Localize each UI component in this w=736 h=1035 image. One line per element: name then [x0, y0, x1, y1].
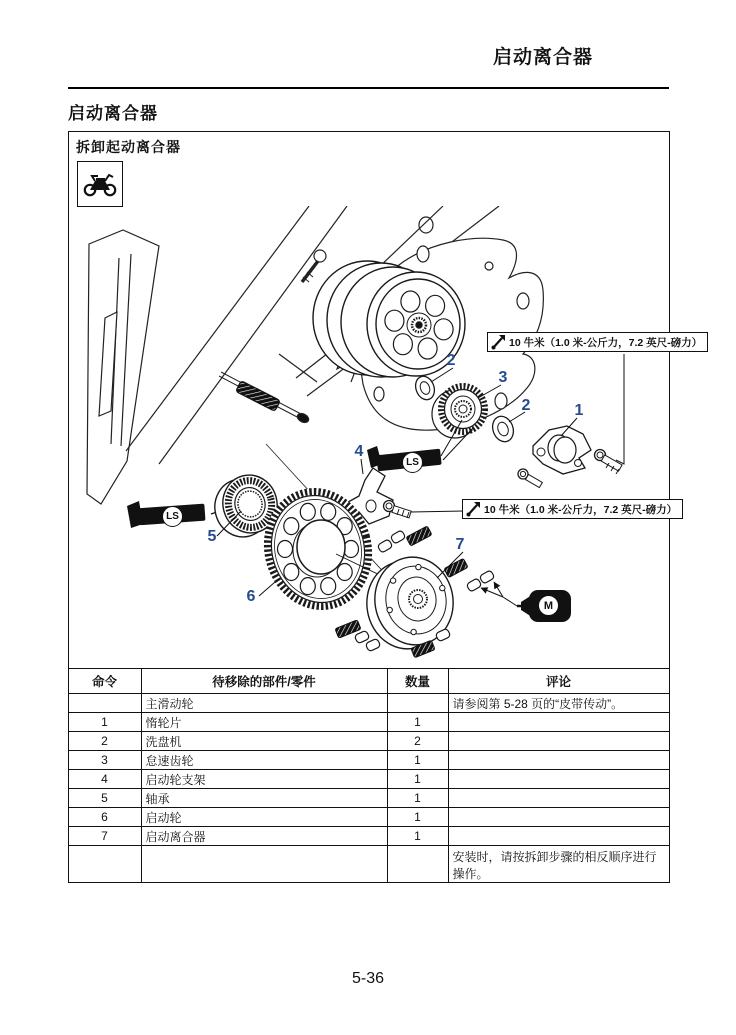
col-qty: 数量	[387, 669, 448, 694]
cell-qty: 1	[387, 827, 448, 846]
cell-part: 轴承	[141, 789, 387, 808]
torque-wrench-icon	[490, 334, 506, 350]
cell-order	[68, 694, 141, 713]
table-row	[68, 808, 669, 827]
cell-part: 怠速齿轮	[141, 751, 387, 770]
table-row	[68, 713, 669, 732]
motorcycle-icon	[82, 171, 118, 197]
table-row	[68, 789, 669, 808]
cell-part: 惰轮片	[141, 713, 387, 732]
cell-part	[141, 846, 387, 883]
table-row	[68, 770, 669, 789]
col-part: 待移除的部件/零件	[141, 669, 387, 694]
cell-qty	[387, 846, 448, 883]
cell-qty: 1	[387, 770, 448, 789]
callout-3-idle-gear: 3	[498, 369, 508, 386]
cell-qty: 1	[387, 789, 448, 808]
table-row	[68, 751, 669, 770]
cell-qty: 1	[387, 713, 448, 732]
diagram-line-art	[71, 206, 667, 666]
header-rule	[68, 87, 669, 89]
washer-b-art	[489, 413, 517, 444]
cell-part: 主滑动轮	[141, 694, 387, 713]
callout-1-bracket: 1	[574, 402, 584, 419]
cell-order	[68, 846, 141, 883]
col-remarks: 评论	[448, 669, 669, 694]
ls-grease-badge: LS	[402, 452, 423, 473]
table-row	[68, 732, 669, 751]
cell-remarks	[448, 751, 669, 770]
torque-leader-2	[411, 511, 464, 512]
cell-part: 启动轮	[141, 808, 387, 827]
torque-note-1	[487, 332, 708, 352]
cell-remarks: 请参阅第 5-28 页的“皮带传动”。	[448, 694, 669, 713]
cell-part: 洗盘机	[141, 732, 387, 751]
cell-remarks	[448, 827, 669, 846]
cell-order: 4	[68, 770, 141, 789]
torque-wrench-icon	[465, 501, 481, 517]
cell-qty: 1	[387, 808, 448, 827]
cell-order: 6	[68, 808, 141, 827]
cell-order: 3	[68, 751, 141, 770]
cell-part: 启动离合器	[141, 827, 387, 846]
cell-qty	[387, 694, 448, 713]
cell-remarks	[448, 713, 669, 732]
bracket-1-art	[518, 426, 622, 488]
torque-note-2	[462, 499, 683, 519]
cell-part: 启动轮支架	[141, 770, 387, 789]
procedure-box	[68, 131, 703, 881]
cell-remarks	[448, 732, 669, 751]
col-order: 命令	[68, 669, 141, 694]
page-header-title: 启动离合器	[492, 47, 593, 68]
vehicle-applicability-box	[77, 161, 123, 207]
table-row	[68, 694, 669, 713]
cell-qty: 2	[387, 732, 448, 751]
cell-order: 7	[68, 827, 141, 846]
callout-2-washer-a: 2	[446, 352, 456, 369]
cell-order: 1	[68, 713, 141, 732]
callout-5-bearing: 5	[207, 528, 217, 545]
callout-7-starter-clutch: 7	[455, 536, 465, 553]
callout-4-wheel-bracket: 4	[354, 443, 364, 460]
cell-order: 5	[68, 789, 141, 808]
section-title: 启动离合器	[68, 104, 158, 123]
cell-remarks	[448, 808, 669, 827]
table-header-row	[68, 669, 669, 694]
m-oil-badge: M	[538, 595, 559, 616]
table-row	[68, 827, 669, 846]
callout-6-starter-wheel: 6	[246, 588, 256, 605]
torque-note-text: 10 牛米（1.0 米-公斤力，7.2 英尺-磅力）	[509, 336, 703, 349]
torque-leader-1	[616, 354, 624, 464]
cell-qty: 1	[387, 751, 448, 770]
exploded-view-diagram	[71, 206, 703, 666]
page-number: 5-36	[351, 970, 385, 987]
cell-order: 2	[68, 732, 141, 751]
procedure-title: 拆卸起动离合器	[76, 139, 181, 155]
torque-note-text: 10 牛米（1.0 米-公斤力，7.2 英尺-磅力）	[484, 503, 678, 516]
ls-grease-badge: LS	[162, 506, 183, 527]
cell-remarks	[448, 789, 669, 808]
callout-2-washer-b: 2	[521, 397, 531, 414]
cell-remarks: 安装时，请按拆卸步骤的相反顺序进行操作。	[448, 846, 669, 883]
table-row-install-note	[68, 846, 669, 883]
parts-table	[68, 668, 670, 883]
cell-remarks	[448, 770, 669, 789]
